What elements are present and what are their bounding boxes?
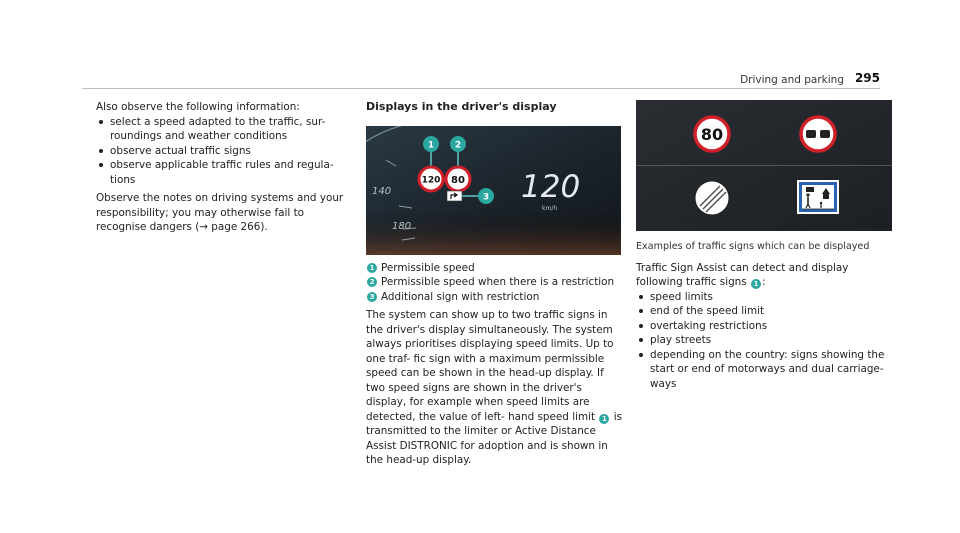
current-speed: 120 [521, 168, 581, 205]
svg-text:80: 80 [451, 174, 465, 186]
sign-types-list [636, 290, 894, 392]
list-item: observe actual traffic signs [96, 144, 351, 159]
play-street-sign-icon [798, 181, 838, 213]
svg-text:1: 1 [427, 140, 435, 150]
intro-text: Also observe the following information: [96, 101, 300, 113]
header-section-title: Driving and parking [740, 74, 844, 86]
system-paragraph: The system can show up to two traffic signs in the driver's display simultaneously. The system always prioritises displaying speed limits. Up to one traf- fic sign with a maximum permissible speed can be shown in the head-up display. If two speed signs are shown in the driver's display, for example when speed limits are detected, the value of left- hand speed limit 1 is transmitted to the limiter or Active Distance Assist DISTRONIC for adoption and is shown in the head-up display. [366, 309, 622, 466]
column-middle [366, 100, 622, 468]
callout-badge-3 [478, 188, 494, 204]
section-title: Displays in the driver's display [366, 100, 557, 113]
notes-paragraph: Observe the notes on driving systems and your responsibility; you may otherwise fail to recognise dangers (→ page 266). [96, 192, 344, 233]
callout-number: 3 [367, 292, 377, 302]
gauge-label-180: 180 [392, 220, 412, 232]
traffic-signs-figure [636, 100, 892, 231]
list-item: select a speed adapted to the traffic, sur- roundings and weather conditions [96, 115, 351, 144]
callout-number: 1 [367, 263, 377, 273]
svg-text:80: 80 [700, 125, 724, 144]
list-item: end of the speed limit [636, 304, 894, 319]
driver-display-figure [366, 126, 621, 255]
callout-text: Permissible speed [381, 261, 475, 274]
svg-text:120: 120 [421, 175, 441, 185]
speed-unit: km/h [542, 204, 558, 212]
callout-number: 2 [367, 277, 377, 287]
callout-text: Permissible speed when there is a restriction [381, 276, 615, 288]
list-item [366, 261, 622, 276]
callout-badge-1 [423, 136, 439, 152]
column-right [636, 100, 894, 391]
no-overtaking-sign-icon [801, 117, 835, 151]
callout-number: 1 [751, 279, 761, 289]
speed-sign-120-icon [419, 167, 443, 191]
list-item: depending on the country: signs showing the start or end of motorways and dual carriage- ways [636, 348, 894, 392]
column-left [96, 100, 351, 235]
list-item [366, 275, 622, 290]
list-item: observe applicable traffic rules and regula- tions [96, 158, 351, 187]
bullet-list [96, 115, 351, 188]
page-number: 295 [854, 71, 880, 85]
svg-text:3: 3 [482, 192, 490, 202]
list-item: play streets [636, 333, 894, 348]
gauge-label-140: 140 [372, 185, 392, 197]
list-item [366, 290, 622, 305]
callout-number: 1 [599, 414, 609, 424]
end-of-speed-limit-sign-icon [695, 181, 729, 215]
additional-sign-icon [447, 191, 462, 201]
list-item: speed limits [636, 290, 894, 305]
callout-legend [366, 261, 622, 305]
callout-badge-2 [450, 136, 466, 152]
assist-intro: Traffic Sign Assist can detect and display following traffic signs 1 : [636, 261, 849, 288]
figure-caption: Examples of traffic signs which can be displayed [636, 241, 870, 252]
list-item: overtaking restrictions [636, 319, 894, 334]
callout-text: Additional sign with restriction [381, 290, 540, 303]
speed-limit-80-sign-icon [695, 117, 729, 151]
page-header [82, 70, 880, 89]
speed-sign-80-icon [446, 167, 470, 191]
svg-text:2: 2 [454, 140, 462, 150]
